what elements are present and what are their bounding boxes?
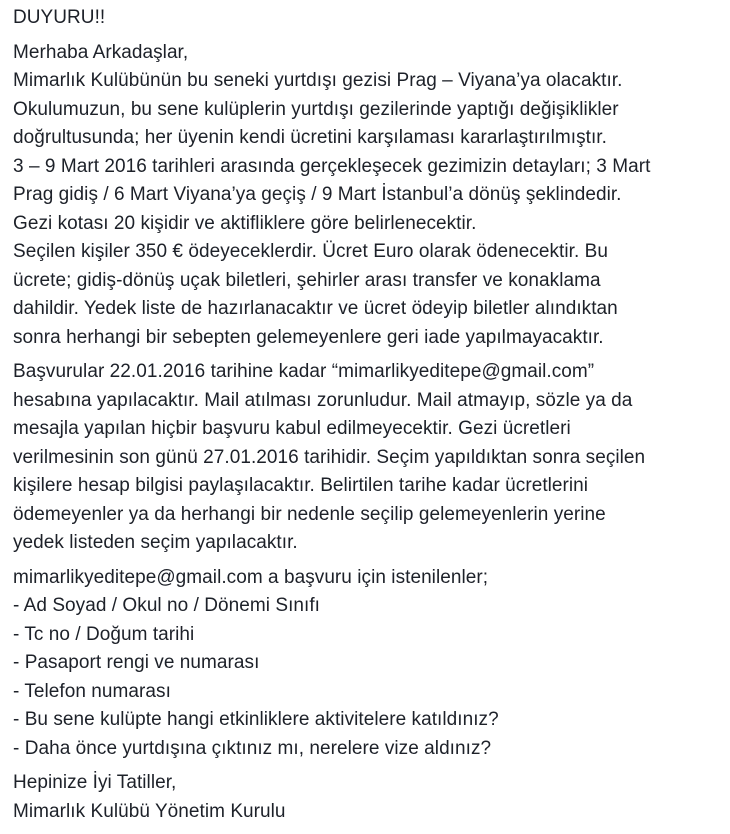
text-line: 3 – 9 Mart 2016 tarihleri arasında gerçekleşecek gezimizin detayları; 3 Mart <box>13 155 651 177</box>
closing-signature: Mimarlık Kulübü Yönetim Kurulu <box>13 800 286 822</box>
requirements-heading: mimarlikyeditepe@gmail.com a başvuru için istenilenler; <box>13 566 489 588</box>
closing-paragraph <box>13 769 725 826</box>
intro-paragraph <box>13 39 725 353</box>
text-line: ödemeyenler ya da herhangi bir nedenle seçilip gelemeyenlerin yerine <box>13 503 606 525</box>
announcement-post <box>13 4 725 832</box>
requirements-paragraph <box>13 564 725 764</box>
requirement-item: - Telefon numarası <box>13 680 171 702</box>
text-line: mesajla yapılan hiçbir başvuru kabul edilmeyecektir. Gezi ücretleri <box>13 418 571 439</box>
text-line: dahildir. Yedek liste de hazırlanacaktır ve ücret ödeyip biletler alındıktan <box>13 298 618 319</box>
requirement-item: - Bu sene kulüpte hangi etkinliklere aktivitelere katıldınız? <box>13 709 499 730</box>
text-line: Başvurular 22.01.2016 tarihine kadar “mimarlikyeditepe@gmail.com” <box>13 361 595 382</box>
text-line: verilmesinin son günü 27.01.2016 tarihidir. Seçim yapıldıktan sonra seçilen <box>13 446 646 468</box>
text-line: Seçilen kişiler 350 € ödeyeceklerdir. Ücret Euro olarak ödenecektir. Bu <box>13 241 608 262</box>
text-line: Gezi kotası 20 kişidir ve aktifliklere göre belirlenecektir. <box>13 212 477 234</box>
closing-greeting: Hepinize İyi Tatiller, <box>13 772 177 793</box>
text-line: Merhaba Arkadaşlar, <box>13 41 189 63</box>
application-paragraph <box>13 358 725 558</box>
text-line: Prag gidiş / 6 Mart Viyana’ya geçiş / 9 Mart İstanbul’a dönüş şeklindedir. <box>13 184 622 205</box>
text-line: Okulumuzun, bu sene kulüplerin yurtdışı gezilerinde yaptığı değişiklikler <box>13 98 619 120</box>
text-line: doğrultusunda; her üyenin kendi ücretini karşılaması kararlaştırılmıştır. <box>13 127 607 148</box>
text-line: kişilere hesap bilgisi paylaşılacaktır. Belirtilen tarihe kadar ücretlerini <box>13 475 589 496</box>
text-line: ücrete; gidiş-dönüş uçak biletleri, şehirler arası transfer ve konaklama <box>13 269 601 291</box>
text-line: Mimarlık Kulübünün bu seneki yurtdışı gezisi Prag – Viyana’ya olacaktır. <box>13 70 623 91</box>
announcement-title-block <box>13 4 725 33</box>
requirement-item: - Pasaport rengi ve numarası <box>13 652 260 673</box>
text-line: yedek listeden seçim yapılacaktır. <box>13 532 298 553</box>
requirement-item: - Daha önce yurtdışına çıktınız mı, nerelere vize aldınız? <box>13 737 492 759</box>
text-line: hesabına yapılacaktır. Mail atılması zorunludur. Mail atmayıp, sözle ya da <box>13 389 633 411</box>
announcement-title: DUYURU!! <box>13 7 106 28</box>
requirement-item: - Tc no / Doğum tarihi <box>13 623 195 645</box>
text-line: sonra herhangi bir sebepten gelemeyenlere geri iade yapılmayacaktır. <box>13 326 604 348</box>
requirement-item: - Ad Soyad / Okul no / Dönemi Sınıfı <box>13 595 321 616</box>
